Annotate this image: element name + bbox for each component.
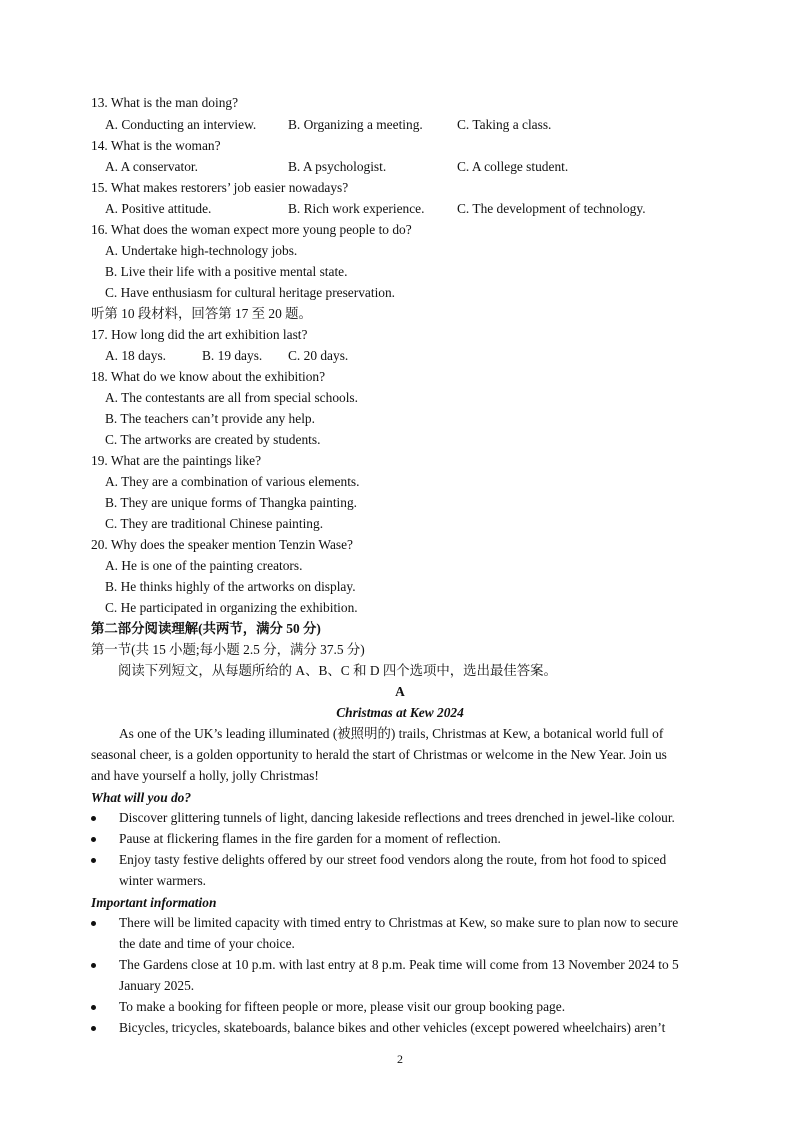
question-18: 18. What do we know about the exhibition? — [91, 369, 326, 384]
what-bullet-1: Discover glittering tunnels of light, dancing lakeside reflections and trees drenched in jewel-like colour. — [119, 810, 675, 825]
q17-option-c: C. 20 days. — [288, 348, 349, 363]
bullet-dot-icon — [91, 849, 96, 870]
q20-option-a: A. He is one of the painting creators. — [105, 558, 303, 573]
bullet-dot-icon — [91, 912, 96, 933]
info-bullet-3: To make a booking for fifteen people or more, please visit our group booking page. — [119, 999, 566, 1014]
intro-line-2: seasonal cheer, is a golden opportunity to herald the start of Christmas or welcome in the New Year. Join us — [91, 747, 667, 762]
what-bullet-3-line-1: Enjoy tasty festive delights offered by our street food vendors along the route, from hot food to spiced — [119, 852, 667, 867]
question-20: 20. Why does the speaker mention Tenzin Wase? — [91, 537, 354, 552]
q15-option-c: C. The development of technology. — [457, 201, 646, 216]
section-10-instruction: 听第 10 段材料，回答第 17 至 20 题。 — [91, 306, 312, 321]
bullet-dot-icon — [91, 828, 96, 849]
what-bullet-3-line-2: winter warmers. — [119, 873, 207, 888]
q19-option-a: A. They are a combination of various elements. — [105, 474, 360, 489]
question-13: 13. What is the man doing? — [91, 95, 239, 110]
q15-option-a: A. Positive attitude. — [105, 201, 212, 216]
what-bullet-2: Pause at flickering flames in the fire garden for a moment of reflection. — [119, 831, 501, 846]
question-15: 15. What makes restorers’ job easier nowadays? — [91, 180, 349, 195]
bullet-dot-icon — [91, 807, 96, 828]
question-16: 16. What does the woman expect more young people to do? — [91, 222, 412, 237]
q14-option-a: A. A conservator. — [105, 159, 198, 174]
q18-option-a: A. The contestants are all from special schools. — [105, 390, 358, 405]
q14-option-c: C. A college student. — [457, 159, 569, 174]
page-number: 2 — [397, 1052, 403, 1066]
q19-option-c: C. They are traditional Chinese painting. — [105, 516, 324, 531]
info-bullet-1-line-1: There will be limited capacity with timed entry to Christmas at Kew, so make sure to plan now to secure — [119, 915, 679, 930]
bullet-dot-icon — [91, 996, 96, 1017]
q18-option-c: C. The artworks are created by students. — [105, 432, 321, 447]
passage-title: Christmas at Kew 2024 — [336, 705, 464, 720]
q17-option-b: B. 19 days. — [202, 348, 263, 363]
question-19: 19. What are the paintings like? — [91, 453, 262, 468]
q14-option-b: B. A psychologist. — [288, 159, 387, 174]
q13-option-c: C. Taking a class. — [457, 117, 552, 132]
q19-option-b: B. They are unique forms of Thangka painting. — [105, 495, 358, 510]
passage-letter: A — [395, 684, 405, 699]
q20-option-b: B. He thinks highly of the artworks on display. — [105, 579, 356, 594]
info-bullet-1-line-2: the date and time of your choice. — [119, 936, 295, 951]
q16-option-c: C. Have enthusiasm for cultural heritage preservation. — [105, 285, 396, 300]
bullet-dot-icon — [91, 954, 96, 975]
what-will-you-do-heading: What will you do? — [91, 790, 192, 805]
q15-option-b: B. Rich work experience. — [288, 201, 425, 216]
q18-option-b: B. The teachers can’t provide any help. — [105, 411, 315, 426]
info-bullet-4: Bicycles, tricycles, skateboards, balance bikes and other vehicles (except powered wheelchairs) aren’t — [119, 1020, 666, 1035]
q13-option-b: B. Organizing a meeting. — [288, 117, 423, 132]
important-information-heading: Important information — [91, 895, 217, 910]
question-17: 17. How long did the art exhibition last? — [91, 327, 308, 342]
info-bullet-2-line-1: The Gardens close at 10 p.m. with last entry at 8 p.m. Peak time will come from 13 November 2024 to 5 — [119, 957, 679, 972]
q16-option-a: A. Undertake high-technology jobs. — [105, 243, 298, 258]
q17-option-a: A. 18 days. — [105, 348, 166, 363]
question-14: 14. What is the woman? — [91, 138, 221, 153]
intro-line-3: and have yourself a holly, jolly Christmas! — [91, 768, 319, 783]
q20-option-c: C. He participated in organizing the exhibition. — [105, 600, 358, 615]
part2-section1: 第一节(共 15 小题;每小题 2.5 分，满分 37.5 分) — [91, 642, 365, 657]
part2-title: 第二部分阅读理解(共两节，满分 50 分) — [91, 621, 321, 636]
q13-option-a: A. Conducting an interview. — [105, 117, 257, 132]
info-bullet-2-line-2: January 2025. — [119, 978, 195, 993]
q16-option-b: B. Live their life with a positive mental state. — [105, 264, 348, 279]
bullet-dot-icon — [91, 1017, 96, 1038]
part2-instruction: 阅读下列短文，从每题所给的 A、B、C 和 D 四个选项中，选出最佳答案。 — [118, 663, 557, 678]
intro-line-1: As one of the UK’s leading illuminated (被照明的) trails, Christmas at Kew, a botanical world full of — [119, 726, 664, 741]
